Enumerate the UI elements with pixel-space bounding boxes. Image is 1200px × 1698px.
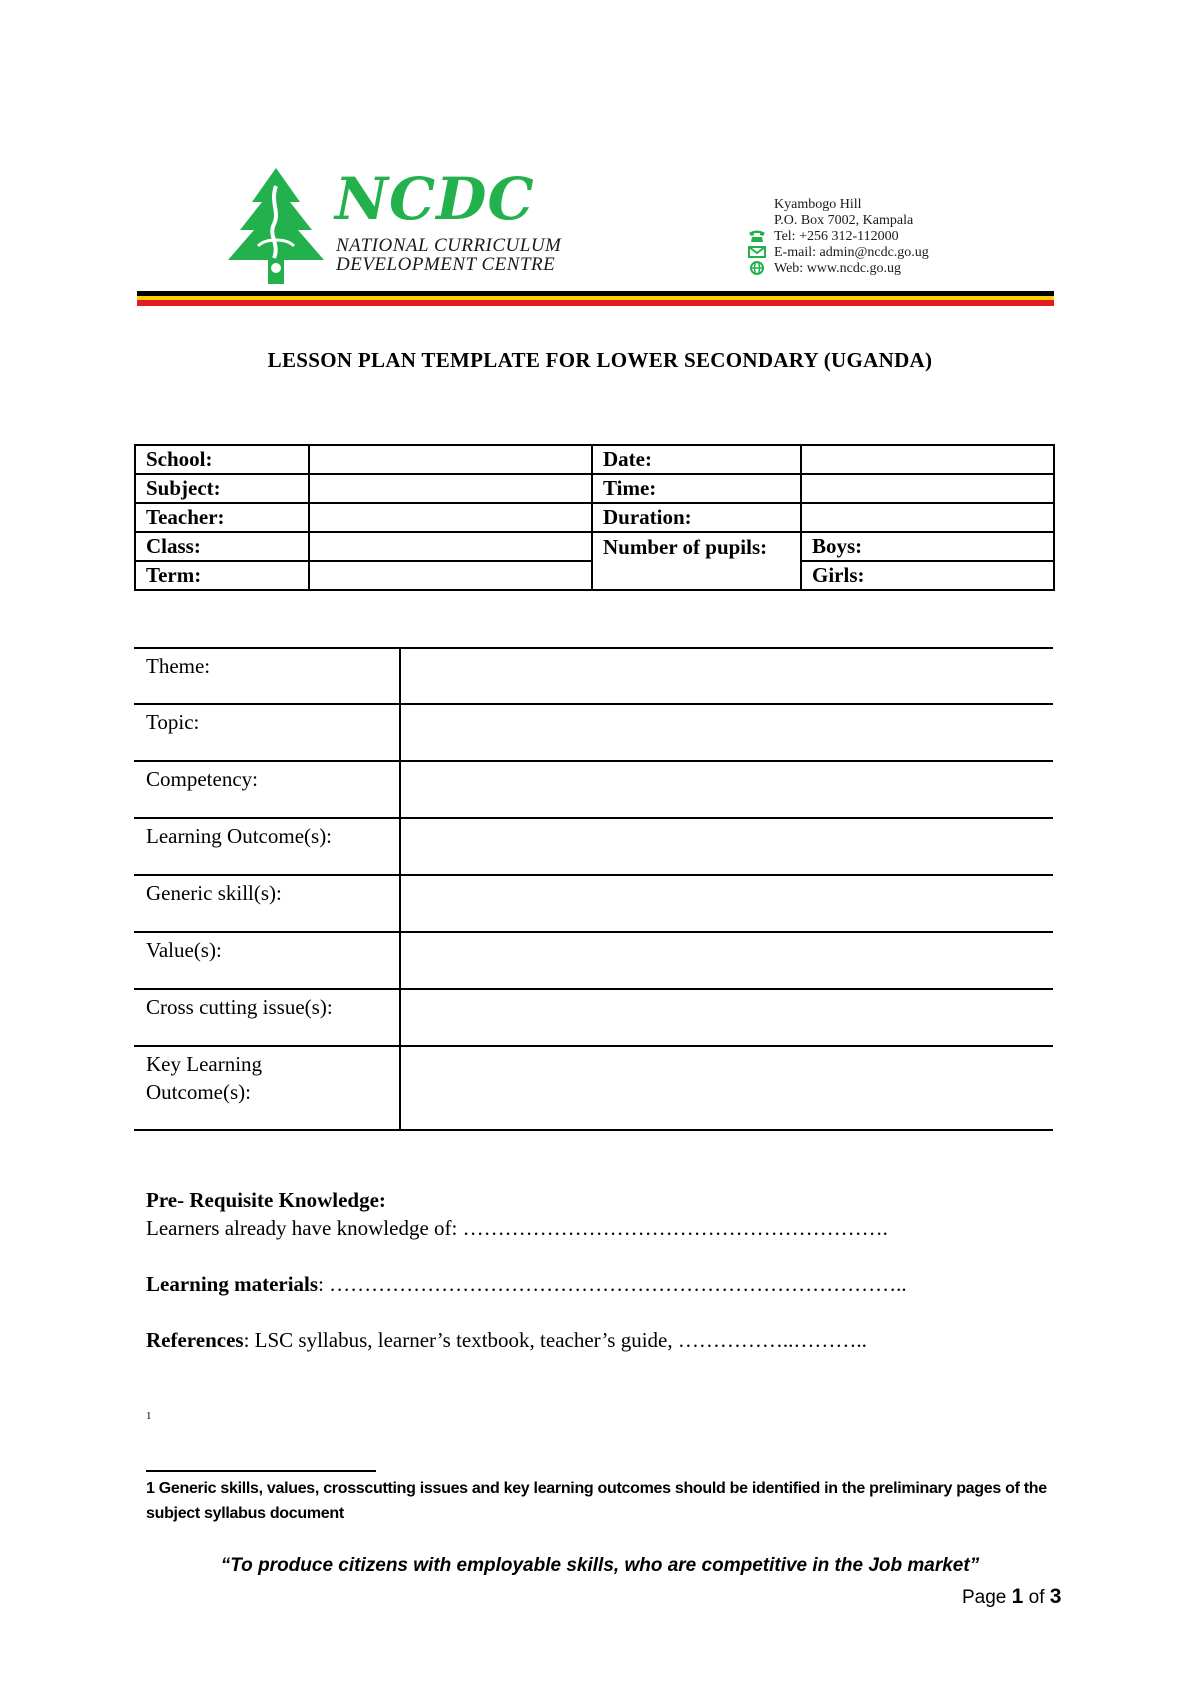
school-field[interactable] [309,445,592,474]
theme-label: Theme: [134,648,400,704]
page-number [962,1585,1061,1609]
page-total: 3 [1049,1585,1062,1608]
footnote-marker: 1 [146,1410,152,1422]
generic-skills-label: Generic skill(s): [134,875,400,932]
brand-subtitle-line2: DEVELOPMENT CENTRE [336,254,556,275]
subject-field[interactable] [309,474,592,503]
table-row [134,761,1053,818]
page-current: 1 [1011,1585,1024,1608]
key-learning-outcomes-label [134,1046,400,1130]
learning-materials-text: : ……………………………………………………………………….. [318,1272,907,1296]
term-label: Term: [135,561,309,590]
teacher-label: Teacher: [135,503,309,532]
table-row [134,932,1053,989]
competency-label: Competency: [134,761,400,818]
references-section [146,1326,867,1354]
duration-field[interactable] [801,503,1054,532]
globe-icon [747,261,767,275]
phone-icon [747,229,767,243]
key-learning-outcomes-field[interactable] [400,1046,1053,1130]
brand-name: NCDC [335,165,535,233]
address-line2: P.O. Box 7002, Kampala [774,213,914,228]
page-label: Page [962,1587,1007,1608]
prerequisite-section [146,1186,888,1242]
web-text: Web: www.ncdc.go.ug [774,261,902,276]
table-row [134,875,1053,932]
prerequisite-heading: Pre- Requisite Knowledge: [146,1188,386,1212]
prerequisite-text: Learners already have knowledge of: ……………………………………………………. [146,1216,888,1240]
document-title: LESSON PLAN TEMPLATE FOR LOWER SECONDARY (UGANDA) [267,348,933,372]
number-of-pupils-label: Number of pupils: [592,532,801,590]
references-text: : LSC syllabus, learner’s textbook, teacher’s guide, ……………..……….. [243,1328,867,1352]
learning-materials-label: Learning materials [146,1272,319,1296]
table-row [134,704,1053,761]
duration-label: Duration: [592,503,801,532]
email-icon [747,245,767,259]
ncdc-logo-icon [228,168,324,284]
table-row [134,1046,1053,1130]
date-field[interactable] [801,445,1054,474]
lesson-info-table [134,444,1055,591]
values-label: Value(s): [134,932,400,989]
table-row [135,445,1054,474]
generic-skills-field[interactable] [400,875,1053,932]
boys-label[interactable]: Boys: [801,532,1054,561]
brand-subtitle-line1: NATIONAL CURRICULUM [336,235,562,256]
page-of: of [1028,1587,1045,1608]
teacher-field[interactable] [309,503,592,532]
learning-outcomes-field[interactable] [400,818,1053,875]
footnote-divider [146,1470,376,1472]
address-line1: Kyambogo Hill [774,197,862,212]
table-row [134,648,1053,704]
class-field[interactable] [309,532,592,561]
topic-label: Topic: [134,704,400,761]
email-text: E-mail: admin@ncdc.go.ug [774,245,929,260]
competency-field[interactable] [400,761,1053,818]
values-field[interactable] [400,932,1053,989]
term-field[interactable] [309,561,592,590]
references-label: References [146,1328,244,1352]
girls-label[interactable]: Girls: [801,561,1054,590]
time-label: Time: [592,474,801,503]
footnote-text: 1 Generic skills, values, crosscutting issues and key learning outcomes should be identified in the preliminary pages of the subject syllabus document [146,1480,1047,1522]
school-label: School: [135,445,309,474]
time-field[interactable] [801,474,1054,503]
table-row [135,503,1054,532]
key-learning-outcomes-text: Key Learning Outcome(s): [146,1052,263,1104]
theme-field[interactable] [400,648,1053,704]
table-row [134,989,1053,1046]
date-label: Date: [592,445,801,474]
learning-outcomes-label: Learning Outcome(s): [134,818,400,875]
subject-label: Subject: [135,474,309,503]
cross-cutting-label: Cross cutting issue(s): [134,989,400,1046]
table-row [134,818,1053,875]
lesson-detail-table [134,647,1053,1131]
learning-materials-section [146,1270,907,1298]
table-row [135,474,1054,503]
flag-band-red [137,300,1054,306]
footer-motto: “To produce citizens with employable skills, who are competitive in the Job market” [220,1555,980,1576]
cross-cutting-field[interactable] [400,989,1053,1046]
topic-field[interactable] [400,704,1053,761]
table-row [135,532,1054,561]
phone-text: Tel: +256 312-112000 [774,229,899,244]
class-label: Class: [135,532,309,561]
